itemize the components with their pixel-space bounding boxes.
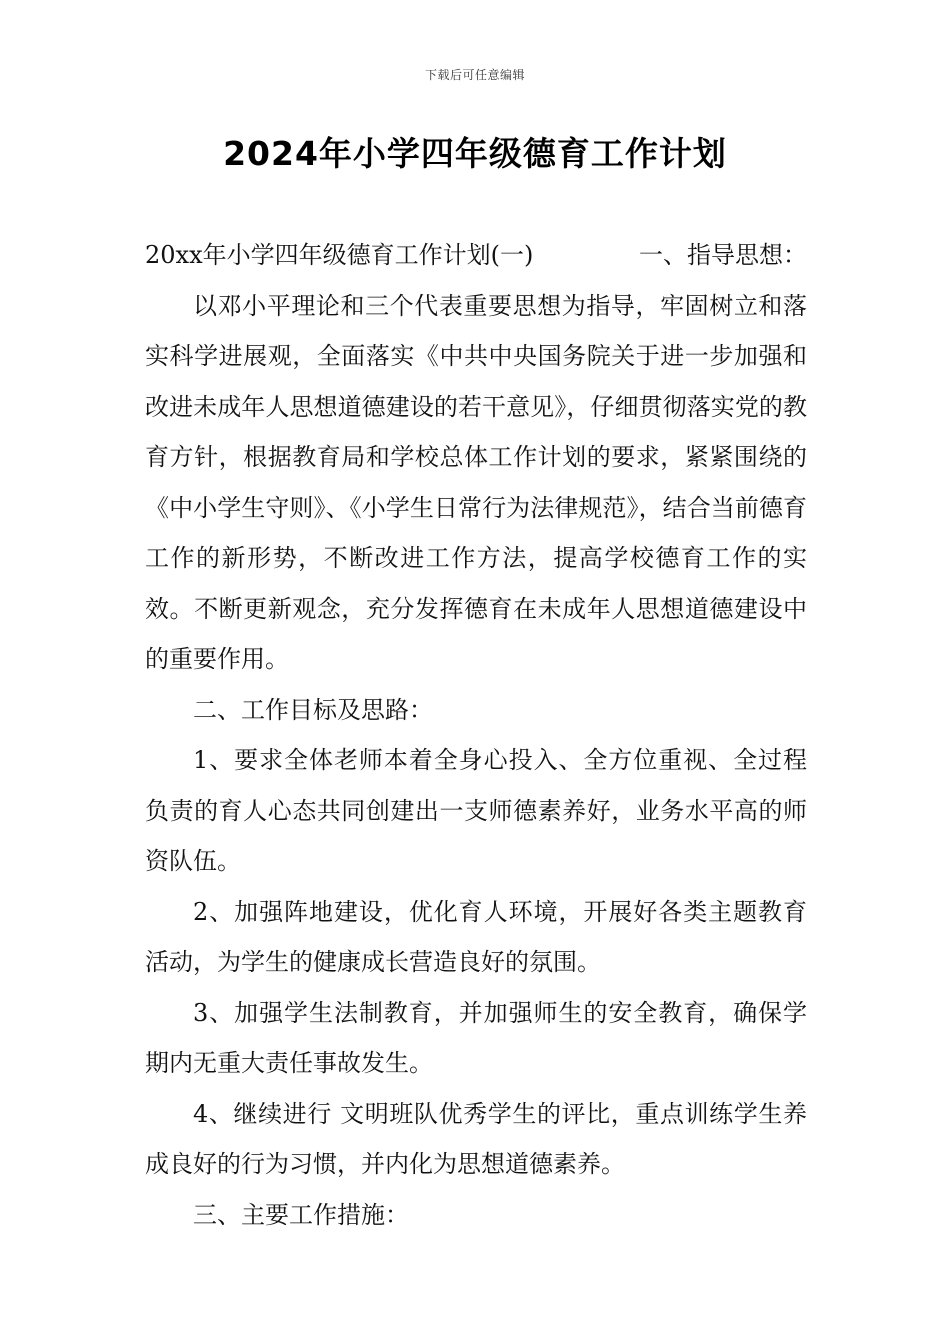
document-body	[145, 230, 807, 1240]
section-heading-guiding-thought: 一、指导思想：	[639, 241, 807, 269]
header-note: 下载后可任意编辑	[424, 68, 525, 82]
section-heading-measures: 三、主要工作措施：	[193, 1200, 409, 1229]
paragraph-goal-2: 2、加强阵地建设，优化育人环境，开展好各类主题教育活动，为学生的健康成长营造良好的氛围。	[145, 897, 807, 976]
paragraph-goal-1: 1、要求全体老师本着全身心投入、全方位重视、全过程负责的育人心态共同创建出一支师德素养好，业务水平高的师资队伍。	[145, 746, 807, 875]
section-heading-goals: 二、工作目标及思路：	[193, 695, 433, 724]
intro-line	[145, 230, 807, 281]
paragraph-goal-4: 4、继续进行 文明班队优秀学生的评比，重点训练学生养成良好的行为习惯，并内化为思想道德素养。	[145, 1099, 807, 1178]
paragraph-goal-3: 3、加强学生法制教育，并加强师生的安全教育，确保学期内无重大责任事故发生。	[145, 998, 807, 1077]
intro-subtitle: 20xx年小学四年级德育工作计划(一)	[145, 241, 534, 269]
paragraph-guiding-thought: 以邓小平理论和三个代表重要思想为指导，牢固树立和落实科学进展观，全面落实《中共中央国务院关于进一步加强和改进未成年人思想道德建设的若干意见》，仔细贯彻落实党的教育方针，根据教育局和学校总体工作计划的要求，紧紧围绕的《中小学生守则》、《小学生日常行为法律规范》，结合当前德育工作的新形势，不断改进工作方法，提高学校德育工作的实效。不断更新观念，充分发挥德育在未成年人思想道德建设中的重要作用。	[145, 291, 807, 673]
document-title: 2024年小学四年级德育工作计划	[223, 134, 727, 173]
